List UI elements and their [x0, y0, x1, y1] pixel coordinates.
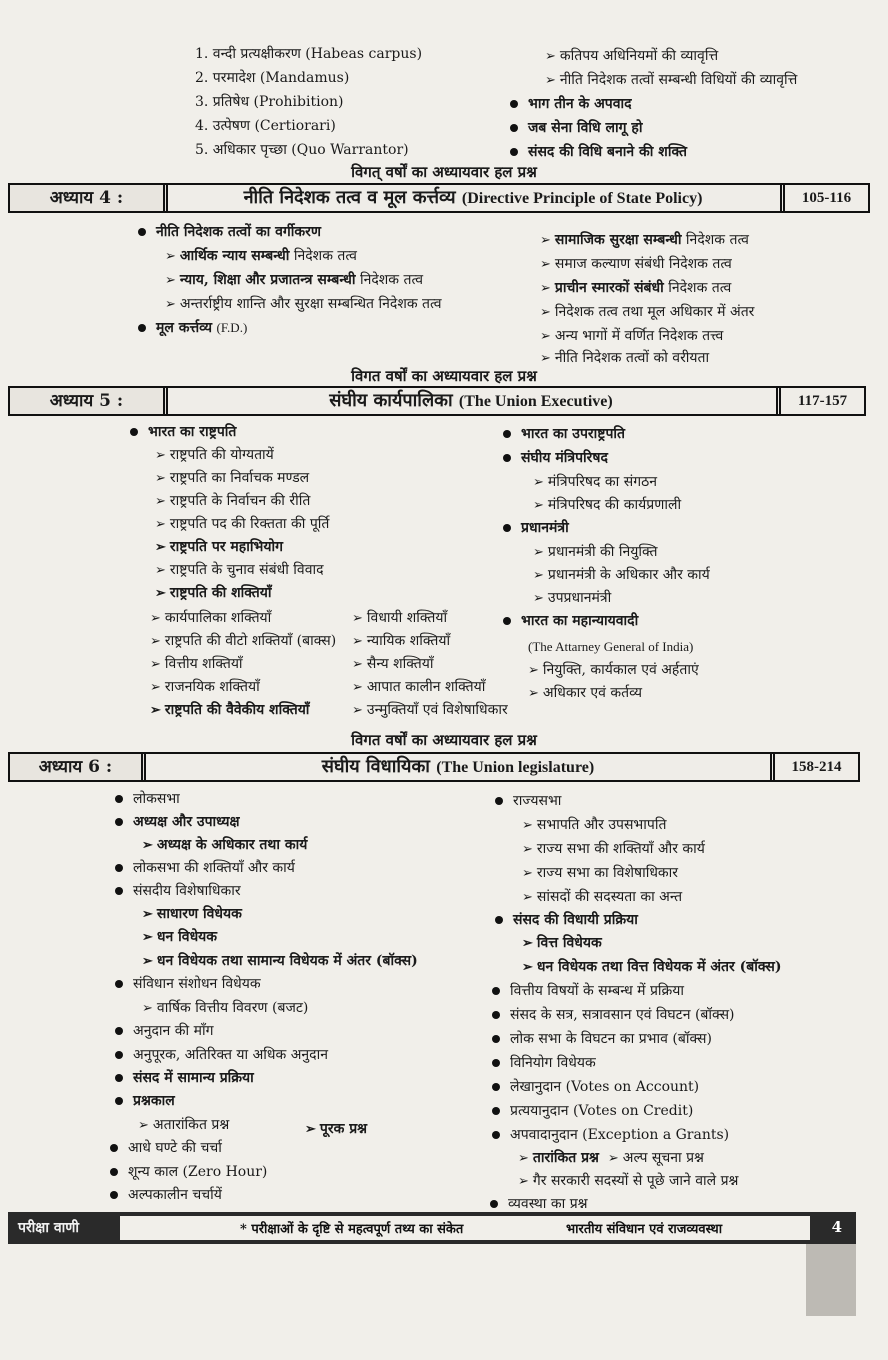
chapter-pages: 105-116	[780, 185, 868, 211]
bullet-icon	[510, 148, 518, 156]
arrow-icon: ➢	[155, 517, 166, 532]
list-item: ➢ राजनयिक शक्तियाँ	[150, 679, 260, 695]
chapter-label: अध्याय 4 :	[10, 185, 168, 211]
bullet-icon	[115, 980, 123, 988]
list-item: ➢ धन विधेयक तथा वित्त विधेयक में अंतर (बॉक्स)	[522, 959, 782, 975]
arrow-icon: ➢	[155, 471, 166, 486]
bullet-icon	[503, 454, 511, 462]
bullet-icon	[492, 987, 500, 995]
arrow-icon: ➢	[522, 960, 533, 975]
chapter-label: अध्याय 5 :	[10, 388, 168, 414]
list-item: जब सेना विधि लागू हो	[510, 119, 642, 137]
bullet-icon	[492, 1131, 500, 1139]
section-heading: विगत वर्षों का अध्यायवार हल प्रश्न	[351, 367, 537, 385]
footer-note: * परीक्षाओं के दृष्टि से महत्वपूर्ण तथ्य का संकेत	[240, 1222, 464, 1237]
arrow-icon: ➢	[150, 680, 161, 695]
list-item: ➢ धन विधेयक	[142, 929, 218, 945]
arrow-icon: ➢	[540, 305, 551, 320]
list-item: ➢ धन विधेयक तथा सामान्य विधेयक में अंतर (बॉक्स)	[142, 953, 418, 969]
list-item: ➢ तारांकित प्रश्न ➢ अल्प सूचना प्रश्न	[518, 1150, 704, 1166]
arrow-icon: ➢	[533, 475, 544, 490]
list-item: लोकसभा	[115, 790, 180, 808]
bullet-icon	[503, 617, 511, 625]
bullet-icon	[115, 818, 123, 826]
bullet-icon	[115, 887, 123, 895]
bullet-icon	[138, 228, 146, 236]
footer-center	[120, 1216, 810, 1240]
list-item: ➢ राष्ट्रपति के चुनाव संबंधी विवाद	[155, 562, 324, 578]
arrow-icon: ➢	[533, 591, 544, 606]
list-item: विनियोग विधेयक	[492, 1054, 596, 1072]
bullet-icon	[492, 1011, 500, 1019]
arrow-icon: ➢	[545, 73, 556, 88]
arrow-icon: ➢	[352, 680, 363, 695]
chapter-pages: 117-157	[776, 388, 864, 414]
bullet-icon	[492, 1083, 500, 1091]
bullet-icon	[490, 1200, 498, 1208]
list-item: व्यवस्था का प्रश्न	[490, 1195, 588, 1213]
list-item: भारत का राष्ट्रपति	[130, 423, 236, 441]
arrow-icon: ➢	[150, 657, 161, 672]
arrow-icon: ➢	[540, 257, 551, 272]
bullet-icon	[492, 1035, 500, 1043]
list-item: ➢ नीति निदेशक तत्वों को वरीयता	[540, 350, 710, 366]
arrow-icon: ➢	[142, 930, 153, 945]
bullet-icon	[115, 795, 123, 803]
list-item: ➢ राष्ट्रपति की वैवेकीय शक्तियाँ	[150, 702, 310, 718]
writ-3: 3. प्रतिषेध (Prohibition)	[195, 94, 344, 110]
list-item: ➢ वार्षिक वित्तीय विवरण (बजट)	[142, 1000, 309, 1016]
list-item: प्रत्ययानुदान (Votes on Credit)	[492, 1102, 693, 1120]
arrow-icon: ➢	[155, 540, 166, 555]
writ-4: 4. उत्पेषण (Certiorari)	[195, 118, 336, 134]
arrow-icon: ➢	[138, 1118, 149, 1133]
section-heading: विगत वर्षों का अध्यायवार हल प्रश्न	[351, 731, 537, 749]
bullet-icon	[130, 428, 138, 436]
arrow-icon: ➢	[155, 563, 166, 578]
list-item: ➢ साधारण विधेयक	[142, 906, 242, 922]
arrow-icon: ➢	[528, 686, 539, 701]
arrow-icon: ➢	[540, 351, 551, 366]
arrow-icon: ➢	[540, 233, 551, 248]
list-item: ➢ न्याय, शिक्षा और प्रजातन्त्र सम्बन्धी निदेशक तत्व	[165, 272, 423, 288]
arrow-icon: ➢	[528, 663, 539, 678]
bullet-icon	[115, 1051, 123, 1059]
list-item: ➢ सांसदों की सदस्यता का अन्त	[522, 889, 683, 905]
arrow-icon: ➢	[518, 1151, 529, 1166]
list-item: शून्य काल (Zero Hour)	[110, 1163, 267, 1181]
bullet-icon	[110, 1191, 118, 1199]
list-item: ➢ राष्ट्रपति की योग्यतायें	[155, 447, 274, 463]
arrow-icon: ➢	[155, 494, 166, 509]
bullet-icon	[115, 864, 123, 872]
arrow-icon: ➢	[352, 634, 363, 649]
list-item: ➢ राष्ट्रपति पद की रिक्तता की पूर्ति	[155, 516, 330, 532]
list-item: नीति निदेशक तत्वों का वर्गीकरण	[138, 223, 321, 241]
list-item: ➢ वित्त विधेयक	[522, 935, 602, 951]
bullet-icon	[115, 1097, 123, 1105]
list-item: अनुपूरक, अतिरिक्त या अधिक अनुदान	[115, 1046, 328, 1064]
list-item: संसदीय विशेषाधिकार	[115, 882, 241, 900]
list-item: ➢ सामाजिक सुरक्षा सम्बन्धी निदेशक तत्व	[540, 232, 749, 248]
writ-2: 2. परमादेश (Mandamus)	[195, 70, 350, 86]
arrow-icon: ➢	[522, 866, 533, 881]
list-item: मूल कर्त्तव्य (F.D.)	[138, 319, 247, 337]
arrow-icon: ➢	[142, 954, 153, 969]
list-item: ➢ राष्ट्रपति की शक्तियाँ	[155, 585, 272, 601]
bullet-icon	[510, 100, 518, 108]
section-heading: विगत् वर्षों का अध्यायवार हल प्रश्न	[351, 163, 537, 181]
list-item: ➢ राज्य सभा का विशेषाधिकार	[522, 865, 679, 881]
chapter-label: अध्याय 6 :	[10, 754, 146, 780]
arrow-icon: ➢	[607, 1151, 619, 1166]
chapter-4-bar	[8, 183, 870, 213]
list-item: ➢ नीति निदेशक तत्वों सम्बन्धी विधियों की व्यावृत्ति	[545, 72, 798, 88]
arrow-icon: ➢	[165, 273, 176, 288]
list-item: ➢ उपप्रधानमंत्री	[533, 590, 612, 606]
list-item: ➢ वित्तीय शक्तियाँ	[150, 656, 243, 672]
list-item: ➢ राज्य सभा की शक्तियाँ और कार्य	[522, 841, 705, 857]
list-item: ➢ अध्यक्ष के अधिकार तथा कार्य	[142, 837, 308, 853]
list-item: ➢ मंत्रिपरिषद की कार्यप्रणाली	[533, 497, 682, 513]
arrow-icon: ➢	[522, 842, 533, 857]
list-item: भारत का महान्यायवादी	[503, 612, 638, 630]
arrow-icon: ➢	[150, 634, 161, 649]
list-item: प्रश्नकाल	[115, 1092, 175, 1110]
book-title: भारतीय संविधान एवं राजव्यवस्था	[566, 1222, 723, 1237]
list-item: (The Attarney General of India)	[528, 639, 694, 654]
chapter-title: नीति निदेशक तत्व व मूल कर्त्तव्य (Directive Principle of State Policy)	[243, 187, 703, 208]
arrow-icon: ➢	[533, 545, 544, 560]
bullet-icon	[510, 124, 518, 132]
list-item: संघीय मंत्रिपरिषद	[503, 449, 608, 467]
page-number: 4	[831, 1218, 842, 1236]
list-item: ➢ प्रधानमंत्री की नियुक्ति	[533, 544, 658, 560]
arrow-icon: ➢	[150, 611, 161, 626]
writ-1: 1. वन्दी प्रत्यक्षीकरण (Habeas carpus)	[195, 46, 423, 62]
list-item: ➢ आपात कालीन शक्तियाँ	[352, 679, 486, 695]
list-item: ➢ पूरक प्रश्न	[305, 1121, 368, 1137]
list-item: ➢ अन्तर्राष्ट्रीय शान्ति और सुरक्षा सम्बन्धित निदेशक तत्व	[165, 296, 442, 312]
arrow-icon: ➢	[142, 907, 153, 922]
list-item: लोकसभा की शक्तियाँ और कार्य	[115, 859, 295, 877]
list-item: ➢ आर्थिक न्याय सम्बन्धी निदेशक तत्व	[165, 248, 357, 264]
arrow-icon: ➢	[142, 1001, 153, 1016]
list-item: संसद के सत्र, सत्रावसान एवं विघटन (बॉक्स)	[492, 1006, 735, 1024]
page-edge-shadow	[806, 1244, 856, 1316]
arrow-icon: ➢	[155, 586, 166, 601]
arrow-icon: ➢	[165, 249, 176, 264]
arrow-icon: ➢	[522, 818, 533, 833]
bullet-icon	[503, 524, 511, 532]
chapter-5-bar	[8, 386, 866, 416]
list-item: ➢ निदेशक तत्व तथा मूल अधिकार में अंतर	[540, 304, 755, 320]
list-item: संविधान संशोधन विधेयक	[115, 975, 261, 993]
list-item: ➢ मंत्रिपरिषद का संगठन	[533, 474, 657, 490]
bullet-icon	[115, 1074, 123, 1082]
list-item: अपवादानुदान (Exception a Grants)	[492, 1126, 729, 1144]
arrow-icon: ➢	[352, 703, 363, 718]
chapter-title: संघीय कार्यपालिका (The Union Executive)	[329, 390, 613, 411]
list-item: ➢ प्राचीन स्मारकों संबंधी निदेशक तत्व	[540, 280, 732, 296]
list-item: ➢ राष्ट्रपति की वीटो शक्तियाँ (बाक्स)	[150, 633, 337, 649]
arrow-icon: ➢	[518, 1174, 529, 1189]
bullet-icon	[138, 324, 146, 332]
list-item: अल्पकालीन चर्चायें	[110, 1186, 222, 1204]
chapter-title: संघीय विधायिका (The Union legislature)	[321, 756, 595, 777]
list-item: ➢ कार्यपालिका शक्तियाँ	[150, 610, 272, 626]
list-item: ➢ प्रधानमंत्री के अधिकार और कार्य	[533, 567, 710, 583]
list-item: ➢ विधायी शक्तियाँ	[352, 610, 448, 626]
list-item: ➢ सैन्य शक्तियाँ	[352, 656, 434, 672]
arrow-icon: ➢	[150, 703, 161, 718]
arrow-icon: ➢	[540, 281, 551, 296]
list-item: भाग तीन के अपवाद	[510, 95, 632, 113]
publisher-name: परीक्षा वाणी	[18, 1220, 79, 1236]
list-item: लोक सभा के विघटन का प्रभाव (बॉक्स)	[492, 1030, 712, 1048]
list-item: लेखानुदान (Votes on Account)	[492, 1078, 699, 1096]
list-item: ➢ कतिपय अधिनियमों की व्यावृत्ति	[545, 48, 719, 64]
list-item: संसद में सामान्य प्रक्रिया	[115, 1069, 254, 1087]
arrow-icon: ➢	[155, 448, 166, 463]
bullet-icon	[110, 1168, 118, 1176]
chapter-pages: 158-214	[770, 754, 858, 780]
bullet-icon	[495, 797, 503, 805]
bullet-icon	[495, 916, 503, 924]
list-item: ➢ राष्ट्रपति का निर्वाचक मण्डल	[155, 470, 310, 486]
list-item: संसद की विधायी प्रक्रिया	[495, 911, 638, 929]
list-item: ➢ राष्ट्रपति पर महाभियोग	[155, 539, 283, 555]
chapter-6-bar	[8, 752, 860, 782]
list-item: ➢ न्यायिक शक्तियाँ	[352, 633, 451, 649]
list-item: भारत का उपराष्ट्रपति	[503, 425, 625, 443]
bullet-icon	[110, 1144, 118, 1152]
list-item: संसद की विधि बनाने की शक्ति	[510, 143, 687, 161]
list-item: अध्यक्ष और उपाध्यक्ष	[115, 813, 240, 831]
list-item: राज्यसभा	[495, 792, 561, 810]
list-item: ➢ सभापति और उपसभापति	[522, 817, 667, 833]
arrow-icon: ➢	[352, 657, 363, 672]
list-item: वित्तीय विषयों के सम्बन्ध में प्रक्रिया	[492, 982, 684, 1000]
arrow-icon: ➢	[352, 611, 363, 626]
arrow-icon: ➢	[533, 498, 544, 513]
list-item: ➢ अतारांकित प्रश्न	[138, 1117, 230, 1133]
arrow-icon: ➢	[540, 329, 551, 344]
arrow-icon: ➢	[522, 936, 533, 951]
arrow-icon: ➢	[545, 49, 556, 64]
writ-5: 5. अधिकार पृच्छा (Quo Warrantor)	[195, 142, 409, 158]
bullet-icon	[503, 430, 511, 438]
list-item: ➢ अन्य भागों में वर्णित निदेशक तत्त्व	[540, 328, 724, 344]
list-item: ➢ राष्ट्रपति के निर्वाचन की रीति	[155, 493, 311, 509]
arrow-icon: ➢	[533, 568, 544, 583]
list-item: ➢ गैर सरकारी सदस्यों से पूछे जाने वाले प्रश्न	[518, 1173, 739, 1189]
bullet-icon	[115, 1027, 123, 1035]
page-footer	[8, 1212, 856, 1244]
bullet-icon	[492, 1059, 500, 1067]
arrow-icon: ➢	[165, 297, 176, 312]
bullet-icon	[492, 1107, 500, 1115]
list-item: ➢ उन्मुक्तियाँ एवं विशेषाधिकार	[352, 702, 508, 718]
list-item: ➢ अधिकार एवं कर्तव्य	[528, 685, 643, 701]
arrow-icon: ➢	[522, 890, 533, 905]
list-item: अनुदान की माँग	[115, 1022, 213, 1040]
list-item: आधे घण्टे की चर्चा	[110, 1139, 222, 1157]
arrow-icon: ➢	[142, 838, 153, 853]
arrow-icon: ➢	[305, 1122, 316, 1137]
list-item: ➢ समाज कल्याण संबंधी निदेशक तत्व	[540, 256, 732, 272]
list-item: ➢ नियुक्ति, कार्यकाल एवं अर्हताएं	[528, 662, 699, 678]
list-item: प्रधानमंत्री	[503, 519, 569, 537]
